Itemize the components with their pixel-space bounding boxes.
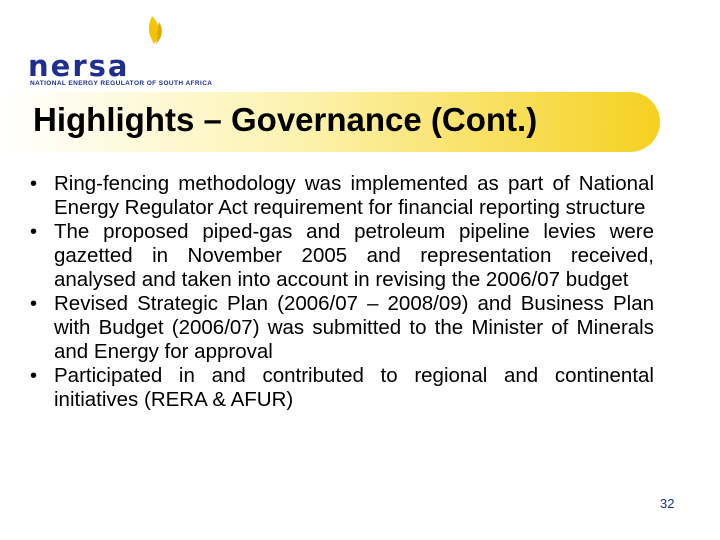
- bullet-item: • Revised Strategic Plan (2006/07 – 2008/09) and Business Plan with Budget (2006/07) was submitted to the Minister of Minerals and Energy for approval: [30, 292, 654, 364]
- bullet-item: • The proposed piped-gas and petroleum pipeline levies were gazetted in November 2005 and representation received, analysed and taken into account in revising the 2006/07 budget: [30, 220, 654, 292]
- nersa-logo: [28, 12, 218, 87]
- bullet-item: • Ring-fencing methodology was implemented as part of National Energy Regulator Act requirement for financial reporting structure: [30, 172, 654, 220]
- slide-title: Highlights – Governance (Cont.): [33, 101, 538, 138]
- bullet-item: • Participated in and contributed to regional and continental initiatives (RERA & AFUR): [30, 364, 654, 412]
- logo-wordmark: nersa: [28, 49, 130, 83]
- logo-tagline: NATIONAL ENERGY REGULATOR OF SOUTH AFRICA: [30, 80, 213, 87]
- bullet-list: [30, 172, 654, 412]
- page-number: 32: [660, 496, 675, 511]
